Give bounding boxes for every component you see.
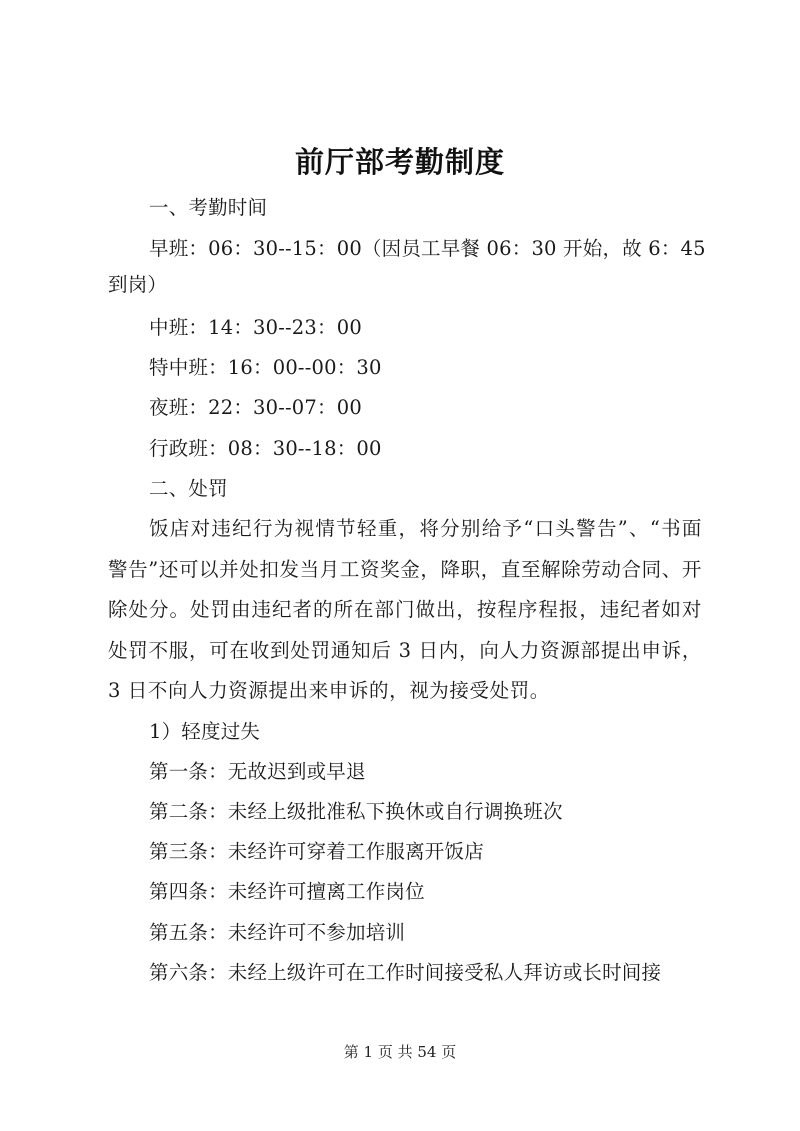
morning-shift-line-continued: 到岗） [108, 273, 168, 296]
administrative-shift-line: 行政班：08：30--18：00 [149, 437, 382, 460]
page-number-footer: 第 1 页 共 54 页 [343, 1043, 457, 1061]
special-middle-shift-line: 特中班：16：00--00：30 [149, 356, 382, 379]
section-heading-attendance-time: 一、考勤时间 [149, 196, 268, 219]
article-3: 第三条：未经许可穿着工作服离开饭店 [149, 840, 484, 863]
penalty-paragraph: 饭店对违纪行为视情节轻重，将分别给予“口头警告”、“书面警告”还可以并处扣发当月工资奖金，降职，直至解除劳动合同、开除处分。处罚由违纪者的所在部门做出，按程序程报，违纪者如对处罚不服，可在收到处罚通知后 3 日内，向人力资源部提出申诉，3 日不向人力资源提出来申诉的，视为接受处罚。 [108, 517, 702, 702]
minor-offense-heading: 1）轻度过失 [149, 720, 261, 743]
section-heading-penalties: 二、处罚 [149, 477, 228, 500]
morning-shift-line: 早班：06：30--15：00（因员工早餐 06：30 开始，故 6：45 [149, 237, 706, 260]
article-6: 第六条：未经上级许可在工作时间接受私人拜访或长时间接 [149, 961, 662, 984]
article-2: 第二条：未经上级批准私下换休或自行调换班次 [149, 800, 563, 823]
article-1: 第一条：无故迟到或早退 [149, 760, 366, 783]
night-shift-line: 夜班：22：30--07：00 [149, 396, 362, 419]
document-title: 前厅部考勤制度 [294, 145, 505, 179]
article-4: 第四条：未经许可擅离工作岗位 [149, 880, 425, 903]
article-5: 第五条：未经许可不参加培训 [149, 921, 406, 944]
middle-shift-line: 中班：14：30--23：00 [149, 316, 362, 339]
